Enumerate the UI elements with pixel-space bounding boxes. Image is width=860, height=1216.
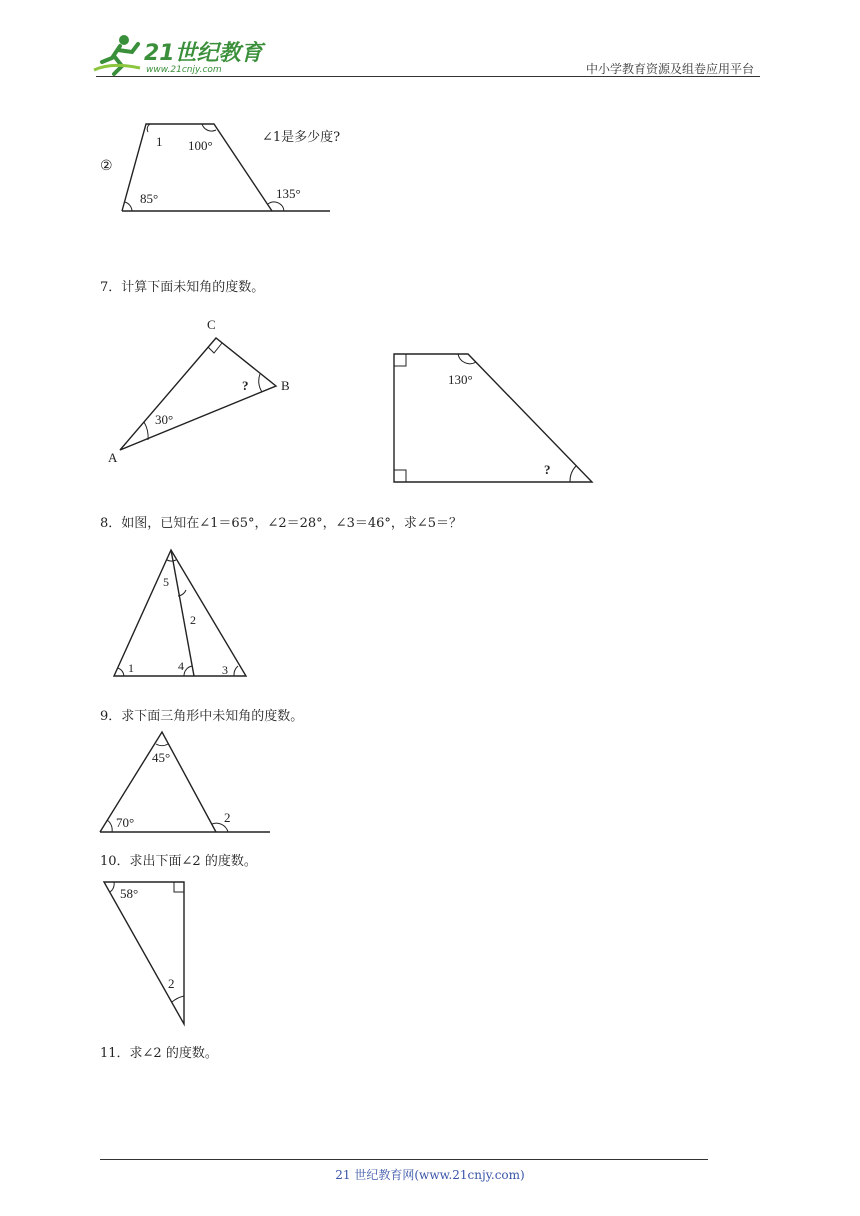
q7-trapezoid-figure — [386, 346, 598, 488]
angle-label-2: 2 — [190, 613, 196, 627]
runner-icon — [94, 35, 140, 74]
angle-label-100: 100° — [188, 138, 213, 153]
unknown-angle-label: ? — [242, 378, 249, 393]
angle-label-30: 30° — [155, 412, 174, 427]
angle-label-135: 135° — [276, 186, 301, 201]
angle-label-45: 45° — [152, 750, 171, 765]
logo-title: 21世纪教育 — [144, 41, 263, 66]
trapezoid-figure — [110, 110, 340, 220]
angle-label-130: 130° — [448, 372, 473, 387]
platform-name: 中小学教育资源及组卷应用平台 — [585, 62, 754, 76]
angle-label-58: 58° — [120, 886, 139, 901]
angle-label-4: 4 — [178, 659, 184, 673]
footer-text[interactable]: 21 世纪教育网(www.21cnjy.com) — [335, 1168, 525, 1182]
angle-label-70: 70° — [116, 815, 135, 830]
angle-label-5: 5 — [163, 575, 169, 589]
q6-question: ∠1是多少度? — [262, 130, 341, 145]
footer-divider — [100, 1159, 708, 1160]
logo — [92, 32, 272, 78]
q7-text: 7．计算下面未知角的度数。 — [100, 280, 265, 295]
angle-label-3: 3 — [222, 663, 228, 677]
part-marker: ② — [100, 158, 113, 174]
unknown-angle-label: ? — [544, 462, 551, 477]
vertex-label-c: C — [207, 317, 216, 332]
logo-url: www.21cnjy.com — [146, 65, 222, 75]
q9-text: 9．求下面三角形中未知角的度数。 — [100, 709, 304, 724]
angle-label-1: 1 — [156, 134, 163, 149]
angle-label-85: 85° — [140, 191, 159, 206]
q11-text: 11．求∠2 的度数。 — [100, 1046, 218, 1061]
angle-label-1: 1 — [128, 661, 134, 675]
vertex-label-b: B — [281, 378, 290, 393]
vertex-label-a: A — [108, 450, 118, 465]
q10-text: 10．求出下面∠2 的度数。 — [100, 854, 257, 869]
q8-triangle-figure — [106, 542, 256, 682]
angle-label-2: 2 — [224, 810, 231, 825]
q9-triangle-figure — [96, 726, 276, 838]
q7-right-triangle-figure — [100, 312, 310, 467]
q10-right-triangle-figure — [100, 876, 192, 1028]
header-divider — [96, 76, 760, 77]
q8-text: 8．如图，已知在∠1＝65°，∠2＝28°，∠3＝46°，求∠5＝？ — [100, 516, 463, 531]
angle-label-2: 2 — [168, 976, 175, 991]
